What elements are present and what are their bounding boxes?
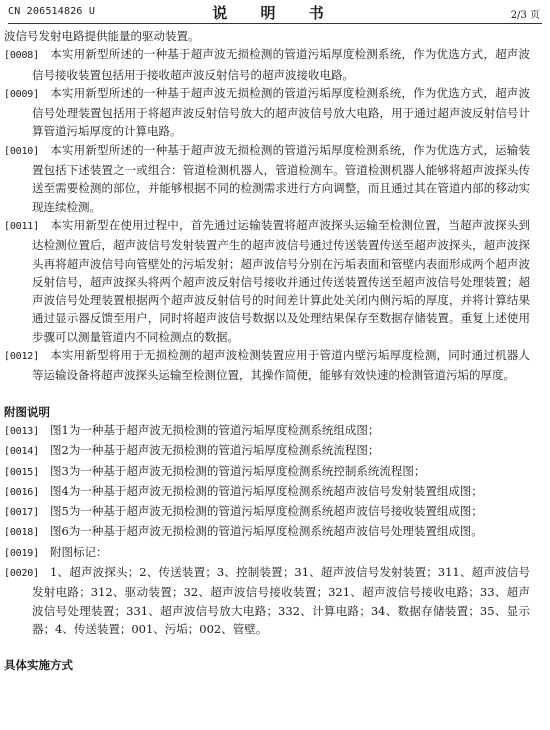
figure-item-0014 [4, 441, 530, 461]
page-title: 说 明 书 [212, 4, 338, 22]
paragraph-tag: [0012] [4, 351, 39, 363]
embodiment-heading: 具体实施方式 [4, 658, 73, 673]
paragraph-tag: [0010] [4, 145, 39, 157]
paragraph-tag: [0018] [4, 527, 39, 539]
figures-heading: 附图说明 [4, 404, 50, 419]
page-header [0, 0, 550, 24]
figure-text: 图2为一种基于超声波无损检测的管道污垢厚度检测系统流程图； [50, 443, 380, 458]
paragraph-tag: [0019] [4, 547, 39, 559]
paragraph-tag: [0014] [4, 446, 39, 458]
document-body [4, 27, 530, 675]
paragraph-tag: [0011] [4, 220, 39, 232]
paragraph-tag: [0015] [4, 466, 39, 478]
document-number: CN 206514826 U [8, 6, 96, 17]
figure-item-0019 [4, 543, 530, 563]
paragraph-0009 [4, 84, 530, 141]
page-number: 2/3 页 [510, 10, 540, 21]
paragraph-0012 [4, 346, 530, 385]
intro-line: 波信号发射电路提供能量的驱动装置。 [4, 29, 200, 43]
figure-text: 1、超声波探头；2、传送装置；3、控制装置；31、超声波信号发射装置；311、超声波信号发射电路；312、驱动装置；32、超声波信号接收装置；321、超声波信号接收电路；33、超声波信号处理装置；331、超声波信号放大电路；332、计算电路；34、数据存储装置；35、显示器；4、传送装置；001、污垢；002、管壁。 [32, 565, 530, 636]
figure-text: 图3为一种基于超声波无损检测的管道污垢厚度检测系统控制系统流程图； [50, 463, 426, 478]
paragraph-tag: [0020] [4, 568, 39, 580]
paragraph-0008 [4, 45, 530, 84]
figure-item-0020 [4, 563, 530, 638]
paragraph-text: 本实用新型所述的一种基于超声波无损检测的管道污垢厚度检测系统，作为优选方式，超声波信号接收装置包括用于接收超声波反射信号的超声波接收电路。 [32, 47, 530, 82]
figure-item-0017 [4, 502, 530, 522]
paragraph-tag: [0016] [4, 486, 39, 498]
figure-text: 图1为一种基于超声波无损检测的管道污垢厚度检测系统组成图； [50, 422, 380, 437]
figure-item-0015 [4, 462, 530, 482]
paragraph-0011 [4, 216, 530, 346]
paragraph-0010 [4, 141, 530, 216]
figure-item-0013 [4, 421, 530, 441]
paragraph-tag: [0008] [4, 50, 39, 62]
figure-item-0016 [4, 482, 530, 502]
paragraph-text: 本实用新型在使用过程中，首先通过运输装置将超声波探头运输至检测位置，当超声波探头到达检测位置后，超声波信号发射装置产生的超声波信号通过传送装置传送至超声波探头，超声波探头再将超声波信号向管壁处的污垢发射；超声波信号分别在污垢表面和管壁内表面形成两个超声波反射信号，超声波探头将两个超声波反射信号接收并通过传送装置传送至超声波信号处理装置；超声波信号处理装置根据两个超声波反射信号的时间差计算此处关闭内侧污垢的厚度，并将计算结果通过显示器反馈至用户，同时将超声波信号数据以及处理结果保存至数据存储装置。重复上述使用步骤可以测量管道内不同检测点的数据。 [32, 217, 530, 344]
figure-text: 图5为一种基于超声波无损检测的管道污垢厚度检测系统超声波信号接收装置组成图； [50, 504, 483, 519]
paragraph-tag: [0009] [4, 88, 39, 100]
paragraph-text: 本实用新型将用于无损检测的超声波检测装置应用于管道内壁污垢厚度检测，同时通过机器人等运输设备将超声波探头运输至检测位置，其操作简便，能够有效快速的检测管道污垢的厚度。 [32, 348, 530, 383]
figure-text: 图4为一种基于超声波无损检测的管道污垢厚度检测系统超声波信号发射装置组成图； [50, 483, 483, 498]
figure-text: 附图标记： [50, 544, 108, 559]
header-divider [8, 23, 542, 24]
figure-item-0018 [4, 522, 530, 542]
figure-text: 图6为一种基于超声波无损检测的管道污垢厚度检测系统超声波信号处理装置组成图。 [50, 524, 483, 539]
paragraph-text: 本实用新型所述的一种基于超声波无损检测的管道污垢厚度检测系统，作为优选方式，运输装置包括下述装置之一或组合：管道检测机器人，管道检测车。管道检测机器人能够将超声波探头传送至需要检测的部位，并能够根据不同的检测需求进行方向调整，而且通过其在管道内部的移动实现连续检测。 [32, 142, 530, 214]
paragraph-text: 本实用新型所述的一种基于超声波无损检测的管道污垢厚度检测系统，作为优选方式，超声波信号处理装置包括用于将超声波反射信号放大的超声波信号放大电路，用于通过超声波反射信号计算管道污垢厚度的计算电路。 [32, 85, 530, 139]
paragraph-tag: [0017] [4, 507, 39, 519]
paragraph-tag: [0013] [4, 425, 39, 437]
